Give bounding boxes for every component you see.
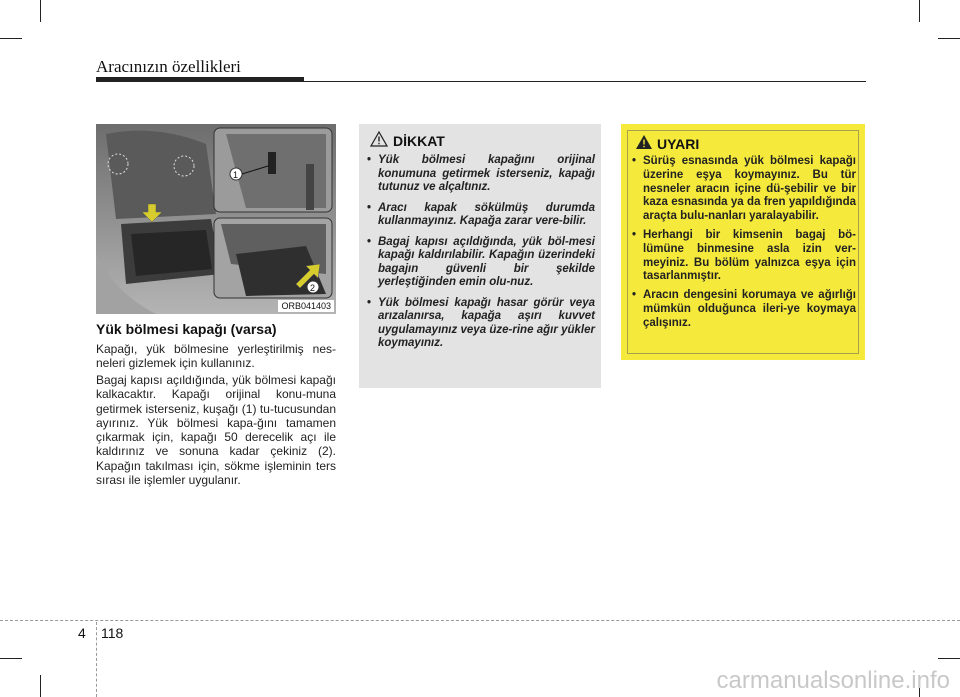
- crop-mark: [0, 38, 22, 39]
- watermark: carmanualsonline.info: [716, 667, 950, 694]
- page-number: 118: [101, 625, 124, 641]
- warning-triangle-icon: [635, 134, 653, 150]
- page-header-title: Aracınızın özellikleri: [96, 57, 241, 76]
- footer-divider: [96, 622, 97, 697]
- list-item: • Aracın dengesini korumaya ve ağırlığı mümkün olduğunca ileri-ye koymaya çalışınız.: [632, 289, 856, 330]
- caution-list: [367, 154, 595, 358]
- crop-mark: [40, 675, 41, 697]
- list-item: • Aracı kapak sökülmüş durumda kullanmayınız. Kapağa zarar vere-bilir.: [367, 202, 595, 229]
- list-item: • Bagaj kapısı açıldığında, yük böl-mesi kapağı kaldırılabilir. Kapağın üzerindeki bagajın güvenli bir şekilde yerleştiğinden emin olu-nuz.: [367, 236, 595, 290]
- callout-2: 2: [310, 283, 316, 293]
- crop-mark: [0, 658, 22, 659]
- cargo-cover-figure: [96, 124, 336, 314]
- callout-1: 1: [233, 170, 239, 180]
- header-bar: [96, 77, 304, 82]
- body-paragraph: Kapağı, yük bölmesine yerleştirilmiş nes-neleri gizlemek için kullanınız.: [96, 342, 336, 371]
- chapter-number: 4: [78, 625, 86, 641]
- warning-title: UYARI: [657, 136, 700, 152]
- caution-triangle-icon: [370, 131, 388, 147]
- footer-rule: [0, 620, 960, 621]
- crop-mark: [938, 38, 960, 39]
- list-item: • Sürüş esnasında yük bölmesi kapağı üzerine eşya koymayınız. Bu tür nesneler aracın içine dü-şebilir ve bir kaza esnasında ya da fren yapıldığında araçta bulu-nanları yaralayabilir.: [632, 155, 856, 224]
- crop-mark: [938, 658, 960, 659]
- header-rule: [304, 81, 866, 82]
- cargo-area-illustration: [96, 124, 336, 314]
- caution-title: DİKKAT: [393, 133, 445, 149]
- warning-list: [632, 155, 856, 336]
- list-item: • Yük bölmesi kapağını orijinal konumuna getirmek isterseniz, kapağı tutunuz ve alçaltınız.: [367, 154, 595, 195]
- list-item: • Herhangi bir kimsenin bagaj bö-lümüne binmesine asla izin ver-meyiniz. Bu bölüm yalnızca eşya için tasarlanmıştır.: [632, 229, 856, 284]
- figure-code: ORB041403: [278, 300, 334, 312]
- list-item: • Yük bölmesi kapağı hasar görür veya arızalanırsa, kapağa aşırı kuvvet uygulamayınız veya üze-rine ağır yükler koymayınız.: [367, 297, 595, 351]
- crop-mark: [919, 0, 920, 22]
- section-title: Yük bölmesi kapağı (varsa): [96, 321, 277, 337]
- crop-mark: [40, 0, 41, 22]
- body-paragraph: Bagaj kapısı açıldığında, yük bölmesi kapağı kalkacaktır. Kapağı orijinal konu-muna getirmek isterseniz, kuşağı (1) tu-tucusundan ayırınız. Yük bölmesi kapa-ğını tamamen çıkarmak için, kapağı 50 derecelik açı ile kaldırınız ve sonuna kadar çekiniz (2). Kapağın takılması için, sökme işleminin ters sırası ile işlemler uygulanır.: [96, 373, 336, 488]
